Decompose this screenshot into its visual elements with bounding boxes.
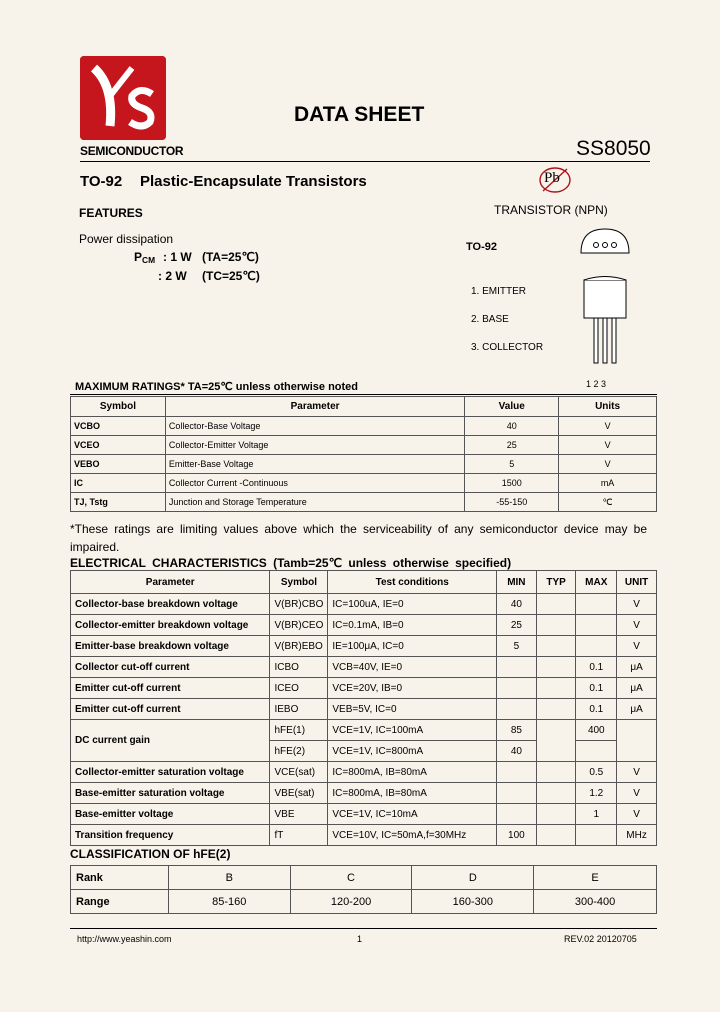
table-row xyxy=(71,436,657,455)
symbol-cell: VCE(sat) xyxy=(270,762,328,783)
pin-1-label: 1. EMITTER xyxy=(471,286,527,297)
unit-cell: μA xyxy=(617,657,657,678)
max-cell: 0.1 xyxy=(576,699,617,720)
min-cell xyxy=(497,804,537,825)
parameter-cell: Emitter cut-off current xyxy=(71,678,270,699)
pcm-symbol: $P_{CM}$ xyxy=(134,250,156,265)
symbol-cell: VCBO xyxy=(71,417,166,436)
typ-cell xyxy=(536,720,576,762)
min-cell xyxy=(497,657,537,678)
parameter-cell: Base-emitter voltage xyxy=(71,804,270,825)
parameter-cell: DC current gain xyxy=(71,720,270,762)
transistor-type: TRANSISTOR (NPN) xyxy=(494,203,608,217)
classification-heading: CLASSIFICATION OF hFE(2) xyxy=(70,847,231,861)
min-cell xyxy=(497,762,537,783)
parameter-cell: Collector-emitter saturation voltage xyxy=(71,762,270,783)
pin-3-label: 3. COLLECTOR xyxy=(471,342,544,353)
unit-cell: V xyxy=(617,615,657,636)
parameter-cell: Collector-Base Voltage xyxy=(165,417,464,436)
table-row xyxy=(71,594,657,615)
unit-cell: V xyxy=(559,417,657,436)
range-cell: 85-160 xyxy=(168,890,290,914)
max-cell xyxy=(576,594,617,615)
symbol-cell: VCEO xyxy=(71,436,166,455)
parameter-cell: Emitter-Base Voltage xyxy=(165,455,464,474)
max-cell xyxy=(576,741,617,762)
unit-cell: μA xyxy=(617,699,657,720)
col-symbol: Symbol xyxy=(270,571,328,594)
parameter-cell: Collector-emitter breakdown voltage xyxy=(71,615,270,636)
max-ratings-rule xyxy=(70,394,657,395)
range-cell: 120-200 xyxy=(290,890,412,914)
pin-numbers: 1 2 3 xyxy=(586,379,607,389)
min-cell: 85 xyxy=(497,720,537,741)
rank-cell: B xyxy=(168,866,290,890)
value-cell: 25 xyxy=(465,436,559,455)
condition-cell: VCE=10V, IC=50mA,f=30MHz xyxy=(328,825,497,846)
min-cell: 25 xyxy=(497,615,537,636)
package-heading: TO-92 xyxy=(80,173,123,190)
table-row xyxy=(71,804,657,825)
col-typ: TYP xyxy=(536,571,576,594)
unit-cell: ℃ xyxy=(559,493,657,512)
min-cell xyxy=(497,783,537,804)
table-row xyxy=(71,657,657,678)
col-test-conditions: Test conditions xyxy=(328,571,497,594)
product-description: Plastic-Encapsulate Transistors xyxy=(140,173,367,190)
col-value: Value xyxy=(465,397,559,417)
table-row xyxy=(71,636,657,657)
min-cell: 40 xyxy=(497,594,537,615)
condition-cell: VCB=40V, IE=0 xyxy=(328,657,497,678)
condition-cell: VCE=1V, IC=10mA xyxy=(328,804,497,825)
symbol-cell: fT xyxy=(270,825,328,846)
table-row xyxy=(71,678,657,699)
col-parameter: Parameter xyxy=(165,397,464,417)
condition-cell: VCE=1V, IC=100mA xyxy=(328,720,497,741)
page-number: 1 xyxy=(357,934,363,944)
unit-cell: μA xyxy=(617,678,657,699)
symbol-cell: ICEO xyxy=(270,678,328,699)
symbol-cell: VBE(sat) xyxy=(270,783,328,804)
unit-cell: MHz xyxy=(617,825,657,846)
unit-cell: V xyxy=(559,455,657,474)
condition-cell: IC=0.1mA, IB=0 xyxy=(328,615,497,636)
table-row xyxy=(71,615,657,636)
value-cell: -55-150 xyxy=(465,493,559,512)
symbol-cell: ICBO xyxy=(270,657,328,678)
min-cell xyxy=(497,699,537,720)
typ-cell xyxy=(536,825,576,846)
website-link[interactable]: http://www.yeashin.com xyxy=(77,934,172,944)
condition-cell: IE=100μA, IC=0 xyxy=(328,636,497,657)
company-logo xyxy=(80,56,166,140)
col-units: Units xyxy=(559,397,657,417)
min-cell xyxy=(497,678,537,699)
unit-cell: V xyxy=(617,762,657,783)
condition-cell: VEB=5V, IC=0 xyxy=(328,699,497,720)
pcm-condition-2: (TC=25℃) xyxy=(202,269,260,283)
company-name: SEMICONDUCTOR xyxy=(80,144,184,158)
max-ratings-table xyxy=(70,396,657,512)
typ-cell xyxy=(536,636,576,657)
pcm-condition-1: (TA=25℃) xyxy=(202,250,259,264)
condition-cell: IC=800mA, IB=80mA xyxy=(328,783,497,804)
table-row xyxy=(71,825,657,846)
parameter-cell: Base-emitter saturation voltage xyxy=(71,783,270,804)
max-cell xyxy=(576,615,617,636)
features-heading: FEATURES xyxy=(79,206,143,220)
typ-cell xyxy=(536,678,576,699)
max-cell xyxy=(576,636,617,657)
col-unit: UNIT xyxy=(617,571,657,594)
range-cell: 160-300 xyxy=(412,890,534,914)
value-cell: 5 xyxy=(465,455,559,474)
typ-cell xyxy=(536,594,576,615)
parameter-cell: Junction and Storage Temperature xyxy=(165,493,464,512)
table-row xyxy=(71,417,657,436)
max-cell: 400 xyxy=(576,720,617,741)
table-row xyxy=(71,699,657,720)
symbol-cell: V(BR)EBO xyxy=(270,636,328,657)
rank-row xyxy=(71,866,657,890)
pin-2-label: 2. BASE xyxy=(471,314,509,325)
symbol-cell: IEBO xyxy=(270,699,328,720)
symbol-cell: hFE(1) xyxy=(270,720,328,741)
symbol-cell: V(BR)CBO xyxy=(270,594,328,615)
table-row xyxy=(71,493,657,512)
max-cell: 0.1 xyxy=(576,657,617,678)
min-cell: 100 xyxy=(497,825,537,846)
header-rule xyxy=(80,161,650,162)
parameter-cell: Transition frequency xyxy=(71,825,270,846)
typ-cell xyxy=(536,762,576,783)
min-cell: 5 xyxy=(497,636,537,657)
footer-rule xyxy=(70,928,657,929)
parameter-cell: Emitter-base breakdown voltage xyxy=(71,636,270,657)
unit-cell xyxy=(617,720,657,762)
pcm-value-1: : 1 W xyxy=(163,250,192,264)
package-label: TO-92 xyxy=(466,241,497,253)
unit-cell: V xyxy=(617,594,657,615)
rank-cell: D xyxy=(412,866,534,890)
pb-free-icon xyxy=(537,165,573,195)
typ-cell xyxy=(536,657,576,678)
unit-cell: V xyxy=(617,636,657,657)
parameter-cell: Emitter cut-off current xyxy=(71,699,270,720)
unit-cell: V xyxy=(617,804,657,825)
rank-label: Rank xyxy=(71,866,169,890)
unit-cell: V xyxy=(559,436,657,455)
range-cell: 300-400 xyxy=(534,890,657,914)
pb-symbol: Pb xyxy=(544,170,560,186)
parameter-cell: Collector cut-off current xyxy=(71,657,270,678)
doc-title: DATA SHEET xyxy=(294,103,425,126)
typ-cell xyxy=(536,804,576,825)
pcm-value-2: : 2 W xyxy=(158,269,187,283)
min-cell: 40 xyxy=(497,741,537,762)
value-cell: 1500 xyxy=(465,474,559,493)
revision: REV.02 20120705 xyxy=(564,934,637,944)
condition-cell: IC=100uA, IE=0 xyxy=(328,594,497,615)
parameter-cell: Collector-base breakdown voltage xyxy=(71,594,270,615)
max-cell: 1 xyxy=(576,804,617,825)
col-min: MIN xyxy=(497,571,537,594)
col-parameter: Parameter xyxy=(71,571,270,594)
typ-cell xyxy=(536,699,576,720)
table-row xyxy=(71,720,657,741)
max-ratings-heading: MAXIMUM RATINGS* TA=25℃ unless otherwise noted xyxy=(75,381,359,393)
part-number: SS8050 xyxy=(576,137,651,160)
max-cell: 0.5 xyxy=(576,762,617,783)
max-cell: 0.1 xyxy=(576,678,617,699)
unit-cell: mA xyxy=(559,474,657,493)
rank-cell: C xyxy=(290,866,412,890)
rank-cell: E xyxy=(534,866,657,890)
symbol-cell: IC xyxy=(71,474,166,493)
condition-cell: VCE=20V, IB=0 xyxy=(328,678,497,699)
symbol-cell: hFE(2) xyxy=(270,741,328,762)
symbol-cell: TJ, Tstg xyxy=(71,493,166,512)
power-dissipation-label: Power dissipation xyxy=(79,232,174,246)
max-ratings-footnote: *These ratings are limiting values above which the serviceability of any semiconductor device may be impaired. xyxy=(70,522,647,554)
typ-cell xyxy=(536,783,576,804)
col-max: MAX xyxy=(576,571,617,594)
symbol-cell: VBE xyxy=(270,804,328,825)
unit-cell: V xyxy=(617,783,657,804)
condition-cell: IC=800mA, IB=80mA xyxy=(328,762,497,783)
value-cell: 40 xyxy=(465,417,559,436)
parameter-cell: Collector Current -Continuous xyxy=(165,474,464,493)
condition-cell: VCE=1V, IC=800mA xyxy=(328,741,497,762)
electrical-table xyxy=(70,570,657,846)
parameter-cell: Collector-Emitter Voltage xyxy=(165,436,464,455)
range-label: Range xyxy=(71,890,169,914)
max-cell: 1.2 xyxy=(576,783,617,804)
col-symbol: Symbol xyxy=(71,397,166,417)
table-row xyxy=(71,783,657,804)
table-row xyxy=(71,455,657,474)
symbol-cell: VEBO xyxy=(71,455,166,474)
classification-table xyxy=(70,865,657,914)
typ-cell xyxy=(536,615,576,636)
range-row xyxy=(71,890,657,914)
table-row xyxy=(71,762,657,783)
max-cell xyxy=(576,825,617,846)
electrical-heading: ELECTRICAL CHARACTERISTICS (Tamb=25℃ unless otherwise specified) xyxy=(70,556,512,570)
to92-package-drawing xyxy=(575,225,635,375)
table-row xyxy=(71,474,657,493)
symbol-cell: V(BR)CEO xyxy=(270,615,328,636)
